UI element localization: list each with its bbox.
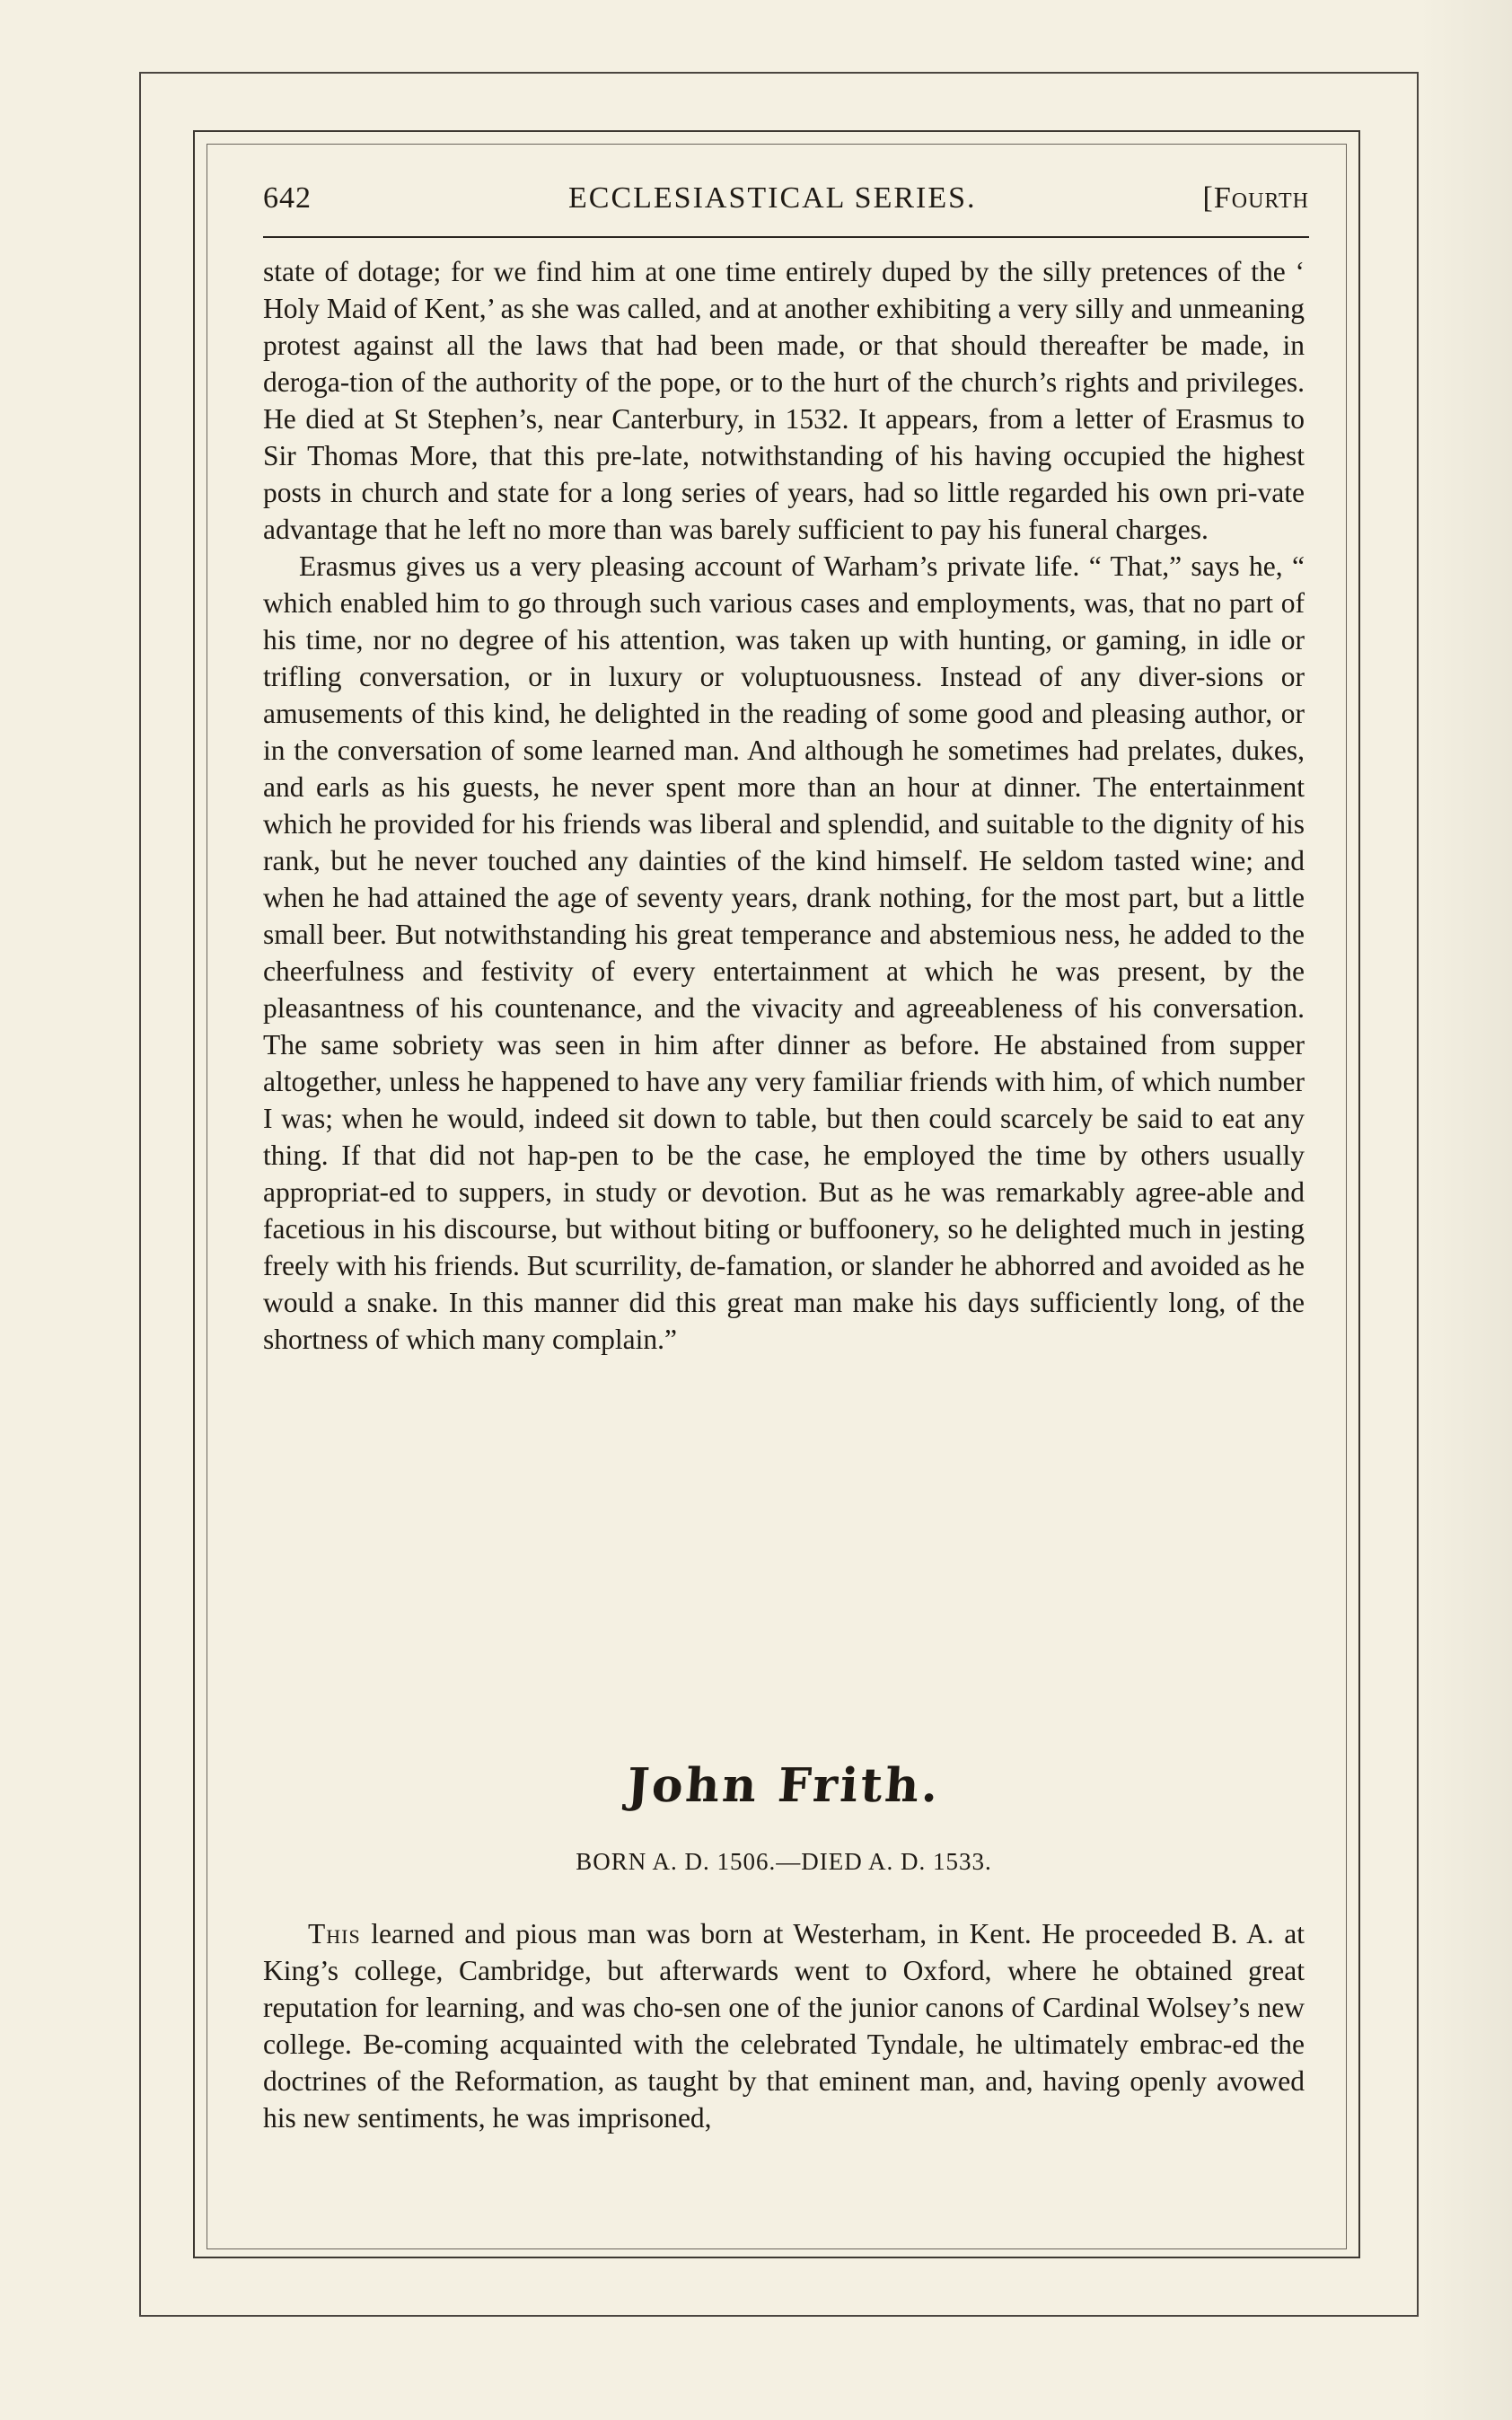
series-title: ECCLESIASTICAL SERIES. (568, 181, 977, 215)
page-number: 642 (263, 181, 312, 215)
biography-text (263, 1915, 1305, 2136)
biography-body: learned and pious man was born at Westerham, in Kent. He proceeded B. A. at King’s college, Cambridge, but afterwards went to Oxford, where he obtained great reputation for learning, and was cho-sen one of the junior canons of Cardinal Wolsey’s new college. Be-coming acquainted with the celebrated Tyndale, he ultimately embrac-ed the doctrines of the Reformation, as taught by that eminent man, and, having openly avowed his new sentiments, he was imprisoned, (263, 1918, 1305, 2134)
header-rule (263, 236, 1309, 238)
biography-dates: BORN A. D. 1506.—DIED A. D. 1533. (576, 1848, 992, 1875)
biography-lead-word: This (308, 1918, 361, 1949)
body-text (263, 253, 1305, 1358)
paragraph-continued: state of dotage; for we find him at one time entirely duped by the silly pretences of the ‘ Holy Maid of Kent,’ as she was called, and at another exhibiting a very silly and unmeaning protest against all the laws that had been made, or that should thereafter be made, in deroga-tion of the authority of the pope, or to the hurt of the church’s rights and privileges. He died at St Stephen’s, near Canterbury, in 1532. It appears, from a letter of Erasmus to Sir Thomas More, that this pre-late, notwithstanding of his having occupied the highest posts in church and state for a long series of years, had so little regarded his own pri-vate advantage that he left no more than was barely sufficient to pay his funeral charges. (263, 256, 1305, 545)
page-edge-shading (1419, 0, 1512, 2420)
running-head (263, 181, 1309, 226)
section-label: [Fourth (1202, 181, 1309, 215)
biography-title: John Frith. (625, 1758, 943, 1813)
biography-paragraph (263, 1915, 1305, 2136)
paragraph-erasmus-account: Erasmus gives us a very pleasing account of Warham’s private life. “ That,” says he, “ which enabled him to go through such various cases and employments, was, that no part of his time, nor no degree of his attention, was taken up with hunting, or gaming, in idle or trifling conversation, or in luxury or voluptuousness. Instead of any diver-sions or amusements of this kind, he delighted in the reading of some good and pleasing author, or in the conversation of some learned man. And although he sometimes had prelates, dukes, and earls as his guests, he never spent more than an hour at dinner. The entertainment which he provided for his friends was liberal and splendid, and suitable to the dignity of his rank, but he never touched any dainties of the kind himself. He seldom tasted wine; and when he had attained the age of seventy years, drank nothing, for the most part, but a little small beer. But notwithstanding his great temperance and abstemious ness, he added to the cheerfulness and festivity of every entertainment at which he was present, by the pleasantness of his countenance, and the vivacity and agreeableness of his conversation. The same sobriety was seen in him after dinner as before. He abstained from supper altogether, unless he happened to have any very familiar friends with him, of which number I was; when he would, indeed sit down to table, but then could scarcely be said to eat any thing. If that did not hap-pen to be the case, he employed the time by others usually appropriat-ed to suppers, in study or devotion. But as he was remarkably agree-able and facetious in his discourse, but without biting or buffoonery, so he delighted much in jesting freely with his friends. But scurrility, de-famation, or slander he abhorred and avoided as he would a snake. In this manner did this great man make his days sufficiently long, of the shortness of which many complain.” (263, 550, 1305, 1355)
